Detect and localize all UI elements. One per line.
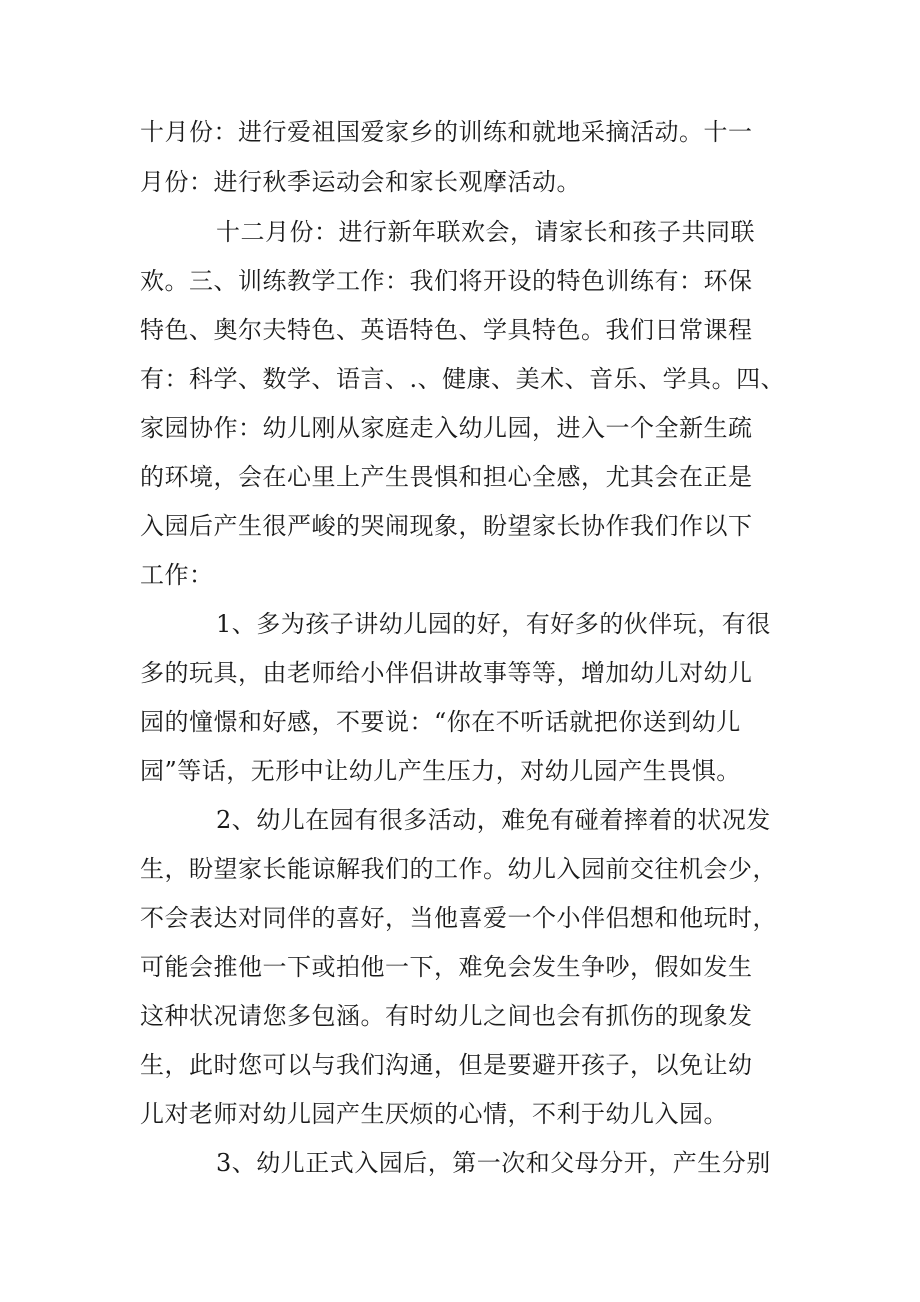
text-line: 1、多为孩子讲幼儿园的好，有好多的伙伴玩，有很: [216, 610, 771, 638]
text-line: 儿对老师对幼儿园产生厌烦的心情，不利于幼儿入园。: [140, 1100, 728, 1128]
text-line: 生，盼望家长能谅解我们的工作。幼儿入园前交往机会少，: [140, 855, 777, 883]
text-line: 欢。三、训练教学工作：我们将开设的特色训练有：环保: [140, 267, 753, 295]
text-line: 园”等话，无形中让幼儿产生压力，对幼儿园产生畏惧。: [140, 757, 741, 785]
text-line: 可能会推他一下或拍他一下，难免会发生争吵，假如发生: [140, 953, 753, 981]
text-line: 月份：进行秋季运动会和家长观摩活动。: [140, 168, 581, 196]
text-line: 生，此时您可以与我们沟通，但是要避开孩子，以免让幼: [140, 1051, 753, 1079]
text-line: 的环境，会在心里上产生畏惧和担心全感，尤其会在正是: [140, 463, 753, 491]
text-line: 特色、奥尔夫特色、英语特色、学具特色。我们日常课程: [140, 316, 753, 344]
text-line: 工作：: [140, 561, 214, 589]
text-line: 十二月份：进行新年联欢会，请家长和孩子共同联: [216, 218, 755, 246]
text-line: 园的憧憬和好感，不要说：“你在不听话就把你送到幼儿: [140, 708, 741, 736]
text-line: 有：科学、数学、语言、.、健康、美术、音乐、学具。四、: [140, 365, 786, 393]
text-line: 多的玩具，由老师给小伴侣讲故事等等，增加幼儿对幼儿: [140, 659, 753, 687]
text-line: 3、幼儿正式入园后，第一次和父母分开，产生分别: [216, 1149, 771, 1177]
text-line: 不会表达对同伴的喜好，当他喜爱一个小伴侣想和他玩时，: [140, 904, 777, 932]
text-line: 2、幼儿在园有很多活动，难免有碰着摔着的状况发: [216, 806, 771, 834]
text-line: 十月份：进行爱祖国爱家乡的训练和就地采摘活动。十一: [140, 118, 753, 146]
text-line: 家园协作：幼儿刚从家庭走入幼儿园，进入一个全新生疏: [140, 414, 753, 442]
text-line: 这种状况请您多包涵。有时幼儿之间也会有抓伤的现象发: [140, 1002, 753, 1030]
text-line: 入园后产生很严峻的哭闹现象，盼望家长协作我们作以下: [140, 512, 753, 540]
